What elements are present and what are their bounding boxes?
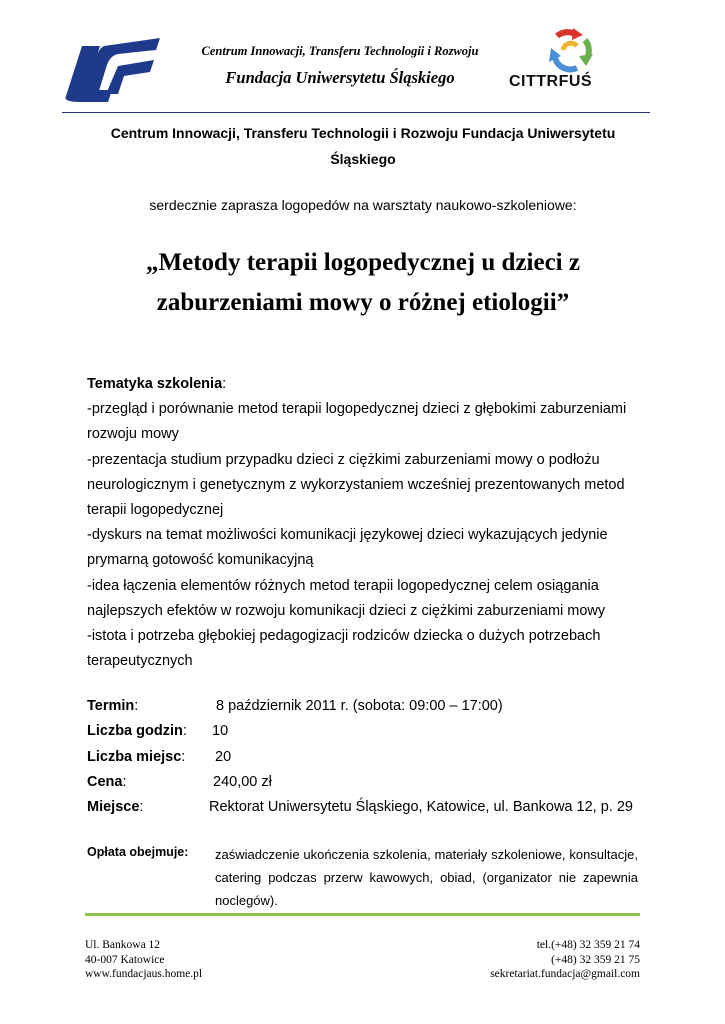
termin-value: 8 październik 2011 r. (sobota: 09:00 – 17:00) bbox=[216, 698, 503, 714]
footer-fax: (+48) 32 359 21 75 bbox=[551, 953, 640, 966]
topics-heading: Tematyka szkolenia: bbox=[87, 376, 227, 392]
godziny-label: Liczba godzin bbox=[87, 723, 183, 739]
header-line-1: Centrum Innowacji, Transferu Technologii i Rozwoju bbox=[201, 44, 479, 58]
miejsca-value: 20 bbox=[215, 749, 232, 765]
cena-label: Cena bbox=[87, 774, 123, 790]
footer-divider bbox=[85, 913, 640, 916]
footer-contact bbox=[490, 938, 640, 982]
topics-section bbox=[87, 372, 647, 674]
footer-address bbox=[85, 938, 202, 982]
fee-text: zaświadczenie ukończenia szkolenia, materiały szkoleniowe, konsultacje, catering podczas przerw kawowych, obiad, (organizator nie zapewnia noclegów). bbox=[215, 847, 638, 908]
miejsce-value: Rektorat Uniwersytetu Śląskiego, Katowice, ul. Bankowa 12, p. 29 bbox=[209, 799, 633, 815]
topic-item: -przegląd i porównanie metod terapii logopedycznej dzieci z głębokimi zaburzeniami rozwoju mowy bbox=[87, 401, 627, 443]
termin-row: Termin: 8 październik 2011 r. (sobota: 09:00 – 17:00) bbox=[87, 698, 503, 714]
cittrfus-logo bbox=[505, 28, 640, 98]
cena-row: Cena: 240,00 zł bbox=[87, 774, 272, 790]
header-divider bbox=[62, 112, 650, 113]
organizer-title: Centrum Innowacji, Transferu Technologii i Rozwoju Fundacja Uniwersytetu Śląskiego bbox=[110, 125, 616, 167]
topic-item: -idea łączenia elementów różnych metod terapii logopedycznej celem osiągania najlepszych efektów w rozwoju komunikacji dzieci z ciężkimi zaburzeniami mowy bbox=[87, 577, 606, 619]
godziny-value: 10 bbox=[212, 723, 229, 739]
university-logo bbox=[60, 32, 165, 102]
footer-website[interactable]: www.fundacjaus.home.pl bbox=[85, 968, 203, 980]
topic-item: -dyskurs na temat możliwości komunikacji językowej dzieci wykazujących jedynie prymarną gotowość komunikacyjną bbox=[87, 527, 608, 569]
topics-label: Tematyka szkolenia bbox=[87, 376, 223, 392]
fee-label: Opłata obejmuje: bbox=[87, 845, 189, 859]
miejsce-row: Miejsce: Rektorat Uniwersytetu Śląskiego, Katowice, ul. Bankowa 12, p. 29 bbox=[87, 799, 633, 815]
topic-item: -prezentacja studium przypadku dzieci z ciężkimi zaburzeniami mowy o podłożu neurologicznym i genetycznym z wykorzystaniem wcześniej prezentowanych metod terapii logopedycznej bbox=[87, 451, 625, 519]
footer-email[interactable]: sekretariat.fundacja@gmail.com bbox=[490, 968, 640, 980]
recycle-arrows-icon bbox=[505, 28, 640, 76]
cena-value: 240,00 zł bbox=[213, 774, 272, 790]
logo-text: CITTRFUŚ bbox=[509, 73, 593, 90]
termin-label: Termin bbox=[87, 698, 135, 714]
footer-tel: tel.(+48) 32 359 21 74 bbox=[536, 939, 640, 951]
miejsce-label: Miejsce bbox=[87, 799, 140, 815]
miejsca-label: Liczba miejsc bbox=[87, 749, 182, 765]
workshop-title: „Metody terapii logopedycznej u dzieci z zaburzeniami mowy o różnej etiologii” bbox=[146, 249, 580, 316]
footer-city: 40-007 Katowice bbox=[85, 953, 165, 966]
header-line-2: Fundacja Uniwersytetu Śląskiego bbox=[225, 68, 455, 87]
invitation-text: serdecznie zaprasza logopedów na warsztaty naukowo-szkoleniowe: bbox=[149, 197, 577, 213]
footer-street: Ul. Bankowa 12 bbox=[85, 939, 161, 951]
topic-item: -istota i potrzeba głębokiej pedagogizacji rodziców dziecka o dużych potrzebach terapeutycznych bbox=[87, 628, 601, 670]
miejsca-row: Liczba miejsc: 20 bbox=[87, 749, 232, 765]
godziny-row: Liczba godzin: 10 bbox=[87, 723, 229, 739]
